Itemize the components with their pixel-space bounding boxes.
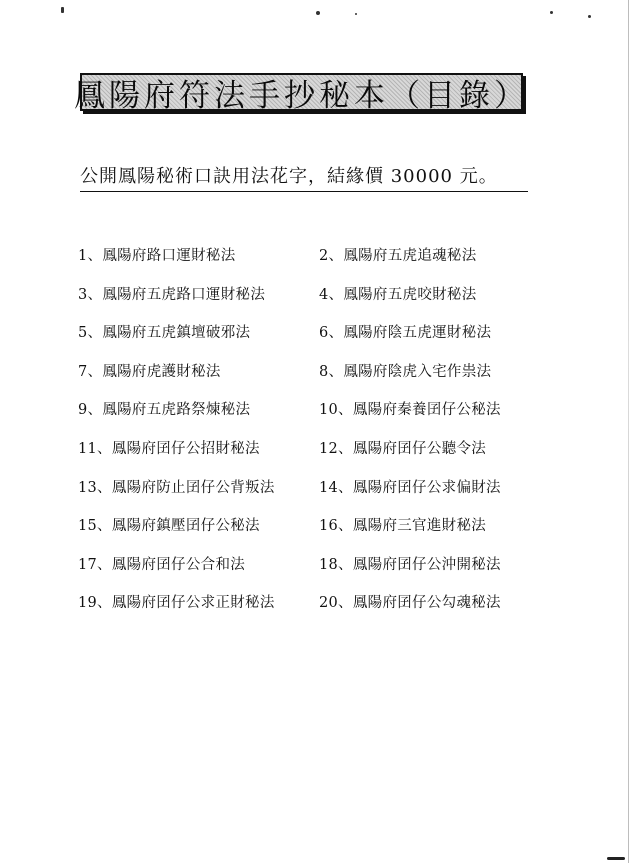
list-item: 1、鳳陽府路口運財秘法 [78, 248, 236, 264]
list-item: 5、鳳陽府五虎鎮壇破邪法 [78, 325, 251, 342]
list-item: 14、鳳陽府囝仔公求偏財法 [319, 479, 501, 496]
page-edge [628, 0, 629, 863]
list-item: 2、鳳陽府五虎追魂秘法 [319, 248, 477, 264]
scan-speck [588, 15, 591, 18]
list-item: 8、鳳陽府陰虎入宅作祟法 [319, 363, 492, 380]
list-item: 7、鳳陽府虎護財秘法 [78, 363, 221, 380]
list-item: 11、鳳陽府囝仔公招財秘法 [78, 440, 260, 457]
title-box [74, 73, 529, 114]
list-item: 10、鳳陽府秦養囝仔公秘法 [319, 402, 501, 419]
scan-speck [61, 7, 64, 13]
list-item: 19、鳳陽府囝仔公求正財秘法 [78, 595, 275, 612]
page-title: 鳳陽府符法手抄秘本（目錄） [74, 77, 529, 114]
scan-mark [607, 857, 625, 860]
list-item: 18、鳳陽府囝仔公沖開秘法 [319, 556, 501, 573]
list-item: 17、鳳陽府囝仔公合和法 [78, 556, 246, 573]
scan-speck [316, 11, 320, 15]
list-item: 13、鳳陽府防止囝仔公背叛法 [78, 479, 275, 496]
list-item: 3、鳳陽府五虎路口運財秘法 [78, 286, 266, 303]
list-item: 16、鳳陽府三官進財秘法 [319, 518, 487, 535]
scan-speck [355, 13, 357, 15]
list-item: 20、鳳陽府囝仔公勾魂秘法 [319, 595, 501, 612]
list-item: 6、鳳陽府陰五虎運財秘法 [319, 325, 492, 342]
list-item: 4、鳳陽府五虎咬財秘法 [319, 286, 477, 303]
list-item: 9、鳳陽府五虎路祭煉秘法 [78, 402, 251, 419]
catalog-list [78, 244, 538, 630]
subtitle: 公開鳳陽秘術口訣用法花字，結緣價 30000 元。 [80, 165, 528, 192]
list-item: 12、鳳陽府囝仔公聽令法 [319, 440, 487, 457]
scan-speck [550, 11, 553, 14]
list-item: 15、鳳陽府鎮壓囝仔公秘法 [78, 518, 260, 535]
